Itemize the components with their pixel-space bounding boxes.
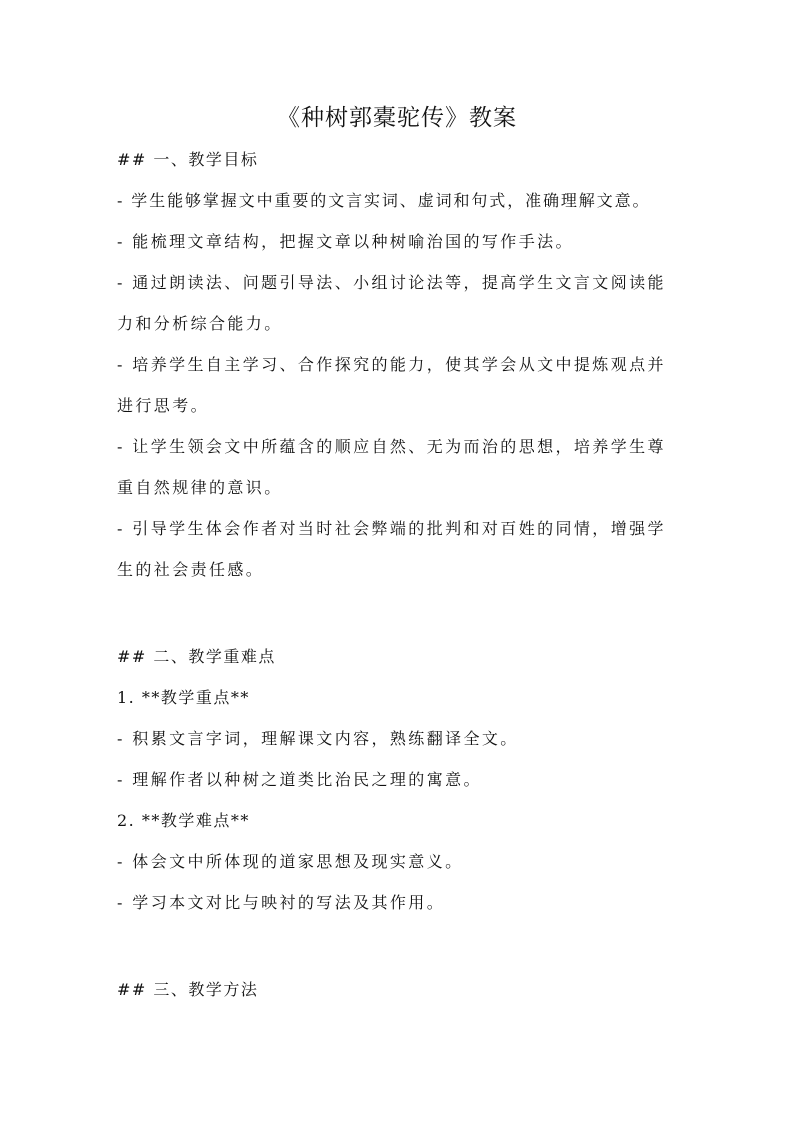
objective-line: - 学生能够掌握文中重要的文言实词、虚词和句式，准确理解文意。 [117,191,651,210]
objective-line: - 能梳理文章结构，把握文章以种树喻治国的写作手法。 [117,232,574,251]
key-point-line: - 积累文言字词，理解课文内容，熟练翻译全文。 [117,729,519,748]
key-point-line: - 理解作者以种树之道类比治民之理的寓意。 [117,770,482,789]
objective-line-continued: 力和分析综合能力。 [117,314,283,333]
objective-line: - 让学生领会文中所蕴含的顺应自然、无为而治的思想，培养学生尊 [117,437,666,456]
document-title: 《种树郭橐驼传》教案 [277,105,517,131]
section-heading-methods: ## 三、教学方法 [117,980,259,999]
difficult-point-line: - 体会文中所体现的道家思想及现实意义。 [117,852,464,871]
objective-line: - 通过朗读法、问题引导法、小组讨论法等，提高学生文言文阅读能 [117,273,666,292]
subheading-key-point: 1. **教学重点** [117,688,250,707]
objective-line: - 培养学生自主学习、合作探究的能力，使其学会从文中提炼观点并 [117,355,666,374]
objective-line-continued: 进行思考。 [117,396,210,415]
difficult-point-line: - 学习本文对比与映衬的写法及其作用。 [117,893,446,912]
section-heading-objectives: ## 一、教学目标 [117,150,259,169]
objective-line: - 引导学生体会作者对当时社会弊端的批判和对百姓的同情，增强学 [117,519,666,538]
objective-line-continued: 生的社会责任感。 [117,560,265,579]
objective-line-continued: 重自然规律的意识。 [117,478,283,497]
subheading-difficult-point: 2. **教学难点** [117,811,250,830]
section-heading-key-points: ## 二、教学重难点 [117,647,276,666]
